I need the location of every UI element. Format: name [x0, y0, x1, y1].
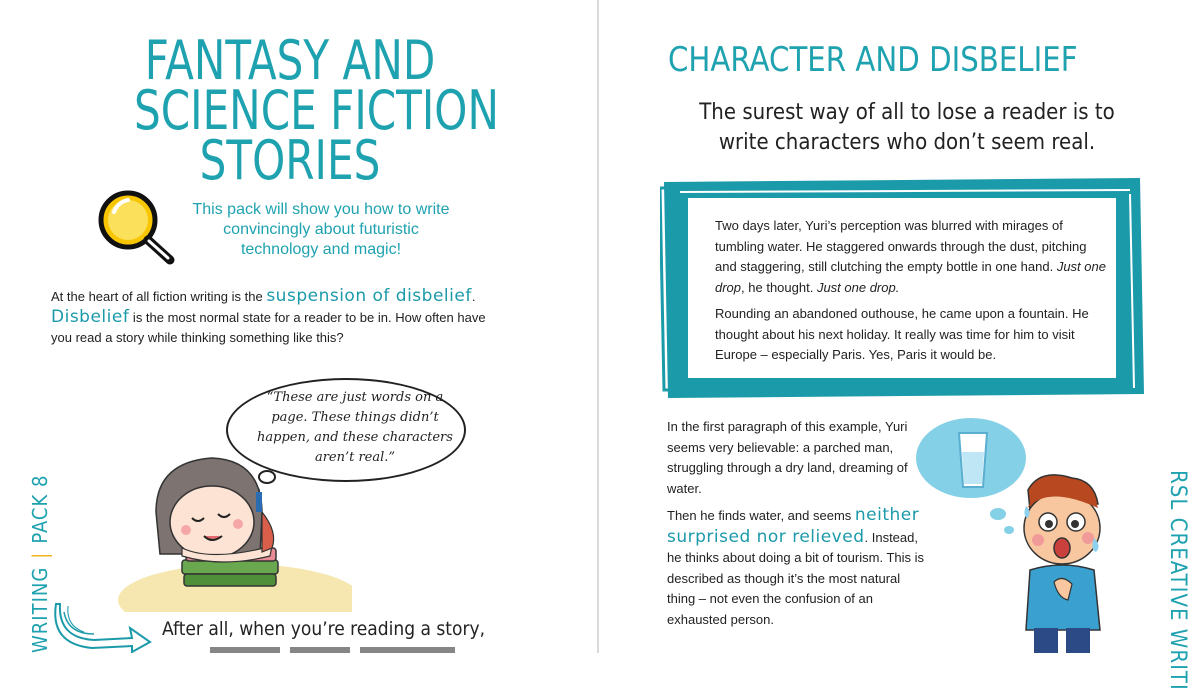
thirsty-boy-illustration [990, 470, 1130, 653]
excerpt-text: Two days later, Yuri’s perception was blurred with mirages of tumbling water. He staggered onwards through the dust, pitching and staggering, still clutching the empty bottle in one hand. [715, 218, 1087, 274]
girl-reading-illustration [112, 452, 352, 612]
side-label-separator: | [28, 551, 52, 559]
highlight-disbelief: Disbelief [51, 307, 130, 327]
story-excerpt [715, 216, 1110, 372]
para-text: is the most normal state for a reader to be in. How often have you read a story while thinking something like this? [51, 310, 486, 345]
intro-paragraph [51, 286, 501, 348]
side-label [28, 475, 52, 653]
left-page [0, 0, 598, 653]
intro-text: This pack will show you how to write convincingly about futuristic technology and magic! [192, 201, 450, 258]
excerpt-text: , he thought. [741, 279, 817, 295]
page-gutter [597, 0, 599, 653]
thought-text: “These are just words on a page. These things didn’t happen, and these characters aren’t real.” [257, 390, 453, 465]
cut-off-text-line [210, 645, 470, 653]
section-title: CHARACTER AND DISBELIEF [668, 40, 1078, 80]
analysis-paragraph-2 [667, 505, 927, 630]
excerpt-paragraph-2: Rounding an abandoned outhouse, he came upon a fountain. He thought about his next holiday. It really was time for him to visit Europe – especially Paris. Yes, Paris it would be. [715, 306, 1089, 362]
section-subtitle: The surest way of all to lose a reader is to write characters who don’t seem real. [699, 100, 1115, 155]
page-title [134, 29, 499, 192]
analysis-text [667, 417, 927, 636]
side-label-right: RSL CREATIVE WRITI [1165, 470, 1190, 691]
excerpt-italic: Just one drop. [816, 279, 900, 295]
analysis-text-part: . Instead, he thinks about doing a bit of tourism. This is described as though it’s the most natural thing – not even the confusion of an exhausted person. [667, 529, 925, 627]
excerpt-italic: Just one drop [715, 259, 1106, 295]
para-text: . [471, 289, 476, 304]
analysis-text-part: Then he finds water, and seems [667, 508, 855, 523]
title-line-2: SCIENCE FICTION [134, 79, 499, 142]
side-label-part1: WRITING [28, 566, 52, 653]
highlight-neither-surprised: neither surprised nor relieved [667, 505, 920, 547]
title-line-3: STORIES [199, 129, 381, 192]
side-label-part2: PACK 8 [28, 474, 52, 544]
title-line-1: FANTASY AND [144, 29, 436, 92]
bottom-text: After all, when you’re reading a story, [162, 618, 486, 640]
analysis-paragraph-1: In the first paragraph of this example, Yuri seems very believable: a parched man, struggling through a dry land, dreaming of water. [667, 419, 908, 496]
highlight-suspension: suspension of disbelief [266, 286, 472, 306]
curved-arrow-icon [54, 598, 154, 653]
water-glass-icon [956, 430, 990, 490]
excerpt-paragraph-1 [715, 216, 1110, 298]
para-text: At the heart of all fiction writing is the [51, 289, 267, 304]
magnifying-glass-icon [94, 188, 178, 268]
